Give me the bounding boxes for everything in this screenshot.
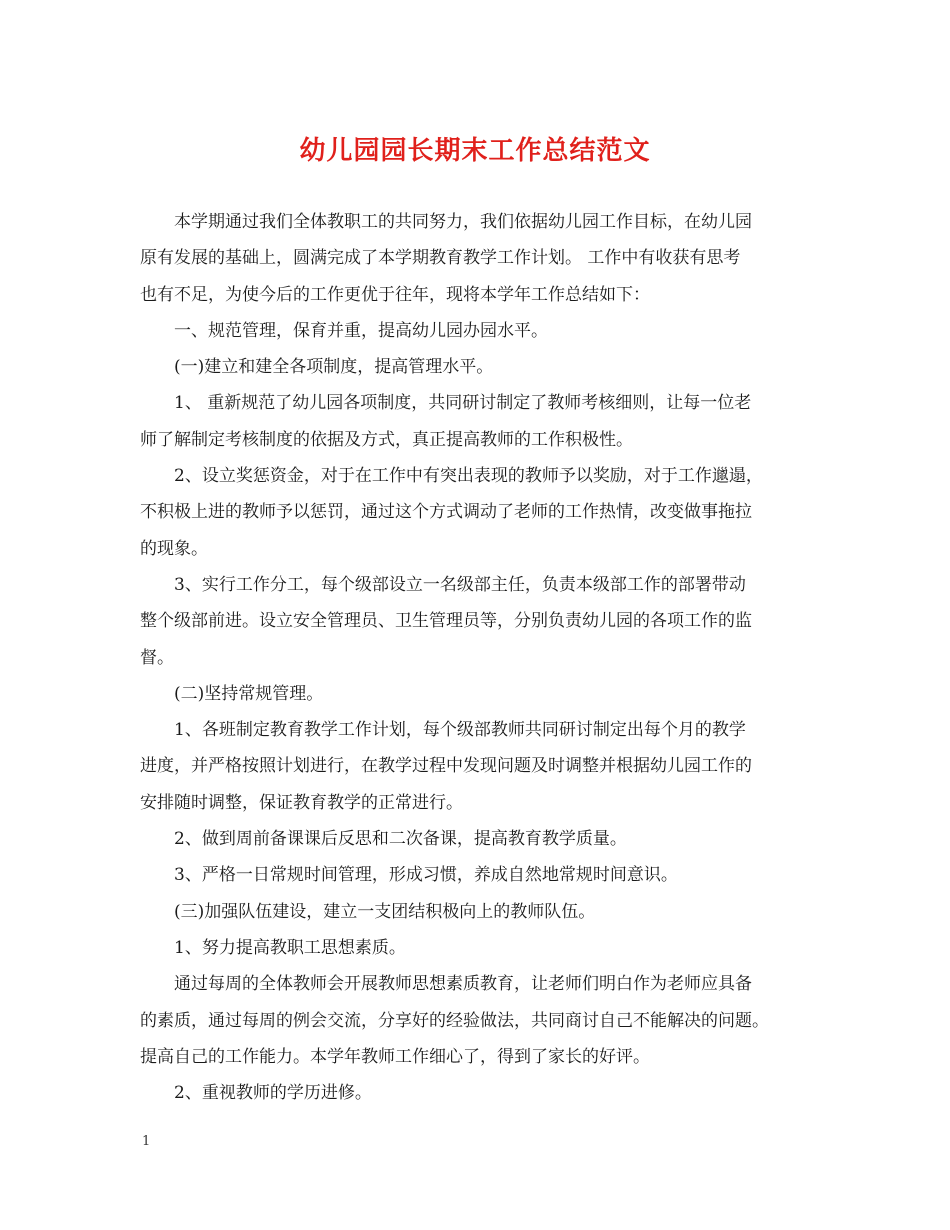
- text-line: 的现象。: [140, 538, 208, 559]
- text-line: 1、 重新规范了幼儿园各项制度，共同研讨制定了教师考核细则，让每一位老: [174, 393, 752, 414]
- text-line: 通过每周的全体教师会开展教师思想素质教育，让老师们明白作为老师应具备: [174, 974, 752, 995]
- text-line: 3、严格一日常规时间管理，形成习惯，养成自然地常规时间意识。: [174, 865, 678, 886]
- section-heading: 一、规范管理，保育并重，提高幼儿园办园水平。: [174, 320, 548, 341]
- text-line: 2、设立奖惩资金，对于在工作中有突出表现的教师予以奖励，对于工作邋遢，: [174, 466, 763, 487]
- text-line: 2、重视教师的学历进修。: [174, 1083, 372, 1104]
- text-line: 督。: [140, 647, 174, 668]
- subsection-heading: (一)建立和建全各项制度，提高管理水平。: [174, 357, 494, 378]
- text-line: 安排随时调整，保证教育教学的正常进行。: [140, 792, 463, 813]
- subsection-heading: (二)坚持常规管理。: [174, 683, 324, 704]
- text-line: 师了解制定考核制度的依据及方式，真正提高教师的工作积极性。: [140, 429, 633, 450]
- text-line: 进度，并严格按照计划进行，在教学过程中发现问题及时调整并根据幼儿园工作的: [140, 756, 752, 777]
- text-line: 3、实行工作分工，每个级部设立一名级部主任，负责本级部工作的部署带动: [174, 574, 746, 595]
- text-line: 整个级部前进。设立安全管理员、卫生管理员等，分别负责幼儿园的各项工作的监: [140, 611, 752, 632]
- text-line: 也有不足，为使今后的工作更优于往年，现将本学年工作总结如下：: [140, 284, 650, 305]
- subsection-heading: (三)加强队伍建设，建立一支团结积极向上的教师队伍。: [174, 901, 596, 922]
- text-line: 原有发展的基础上，圆满完成了本学期教育教学工作计划。 工作中有收获有思考: [140, 248, 741, 269]
- text-line: 1、努力提高教职工思想素质。: [174, 937, 406, 958]
- page-number: 1: [142, 1134, 151, 1149]
- text-line: 不积极上进的教师予以惩罚，通过这个方式调动了老师的工作热情，改变做事拖拉: [140, 502, 752, 523]
- document-title: 幼儿园园长期末工作总结范文: [299, 136, 651, 166]
- text-line: 提高自己的工作能力。本学年教师工作细心了，得到了家长的好评。: [140, 1046, 650, 1067]
- text-line: 的素质，通过每周的例会交流，分享好的经验做法，共同商讨自己不能解决的问题。: [140, 1010, 769, 1031]
- document-body: [140, 204, 820, 1111]
- text-line: 2、做到周前备课课后反思和二次备课，提高教育教学质量。: [174, 829, 627, 850]
- text-line: 1、各班制定教育教学工作计划，每个级部教师共同研讨制定出每个月的教学: [174, 720, 746, 741]
- text-line: 本学期通过我们全体教职工的共同努力，我们依据幼儿园工作目标，在幼儿园: [174, 212, 752, 232]
